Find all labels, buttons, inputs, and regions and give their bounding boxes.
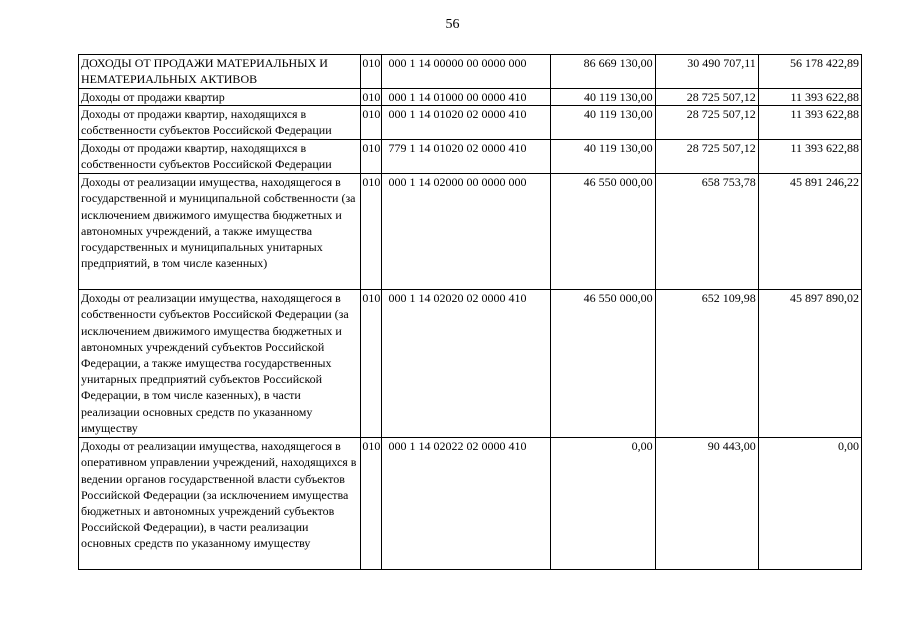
row-value-actual-cell: 90 443,00 [655, 438, 758, 570]
row-code-cell: 010 [361, 140, 382, 174]
row-name-cell: Доходы от продажи квартир, находящихся в собственности субъектов Российской Федерации [79, 106, 361, 140]
revenue-table [78, 54, 862, 570]
row-value-plan-cell: 46 550 000,00 [551, 174, 655, 290]
table-row [79, 290, 862, 438]
row-kbk-cell: 779 1 14 01020 02 0000 410 [382, 140, 551, 174]
row-value-remainder-cell: 56 178 422,89 [758, 55, 861, 89]
row-value-actual-cell: 652 109,98 [655, 290, 758, 438]
page-number: 56 [445, 17, 460, 32]
table-row [79, 89, 862, 106]
row-code-cell: 010 [361, 290, 382, 438]
row-value-remainder-cell: 45 897 890,02 [758, 290, 861, 438]
row-value-remainder-cell: 11 393 622,88 [758, 89, 861, 106]
row-kbk-cell: 000 1 14 01020 02 0000 410 [382, 106, 551, 140]
row-value-actual-cell: 28 725 507,12 [655, 89, 758, 106]
row-code-cell: 010 [361, 55, 382, 89]
row-kbk-cell: 000 1 14 02000 00 0000 000 [382, 174, 551, 290]
row-code-cell: 010 [362, 90, 381, 104]
row-value-plan-cell: 40 119 130,00 [551, 106, 655, 140]
row-kbk-cell: 000 1 14 02020 02 0000 410 [382, 290, 551, 438]
row-value-remainder-cell: 45 891 246,22 [758, 174, 861, 290]
row-value-plan-cell: 86 669 130,00 [551, 55, 655, 89]
row-kbk-cell: 000 1 14 02022 02 0000 410 [382, 438, 551, 570]
row-kbk-cell: 000 1 14 01000 00 0000 410 [382, 89, 551, 106]
row-value-plan-cell: 40 119 130,00 [551, 140, 655, 174]
table-row [79, 438, 862, 570]
row-value-plan-cell: 40 119 130,00 [551, 89, 655, 106]
table-row [79, 55, 862, 89]
row-name-cell: Доходы от продажи квартир, находящихся в собственности субъектов Российской Федерации [79, 140, 361, 174]
table-row [79, 140, 862, 174]
row-kbk-cell: 000 1 14 00000 00 0000 000 [382, 55, 551, 89]
row-code-cell: 010 [361, 106, 382, 140]
row-value-plan-cell: 0,00 [551, 438, 655, 570]
row-name-cell: ДОХОДЫ ОТ ПРОДАЖИ МАТЕРИАЛЬНЫХ И НЕМАТЕРИАЛЬНЫХ АКТИВОВ [79, 55, 361, 89]
row-value-actual-cell: 28 725 507,12 [655, 140, 758, 174]
row-name-cell: Доходы от реализации имущества, находящегося в оперативном управлении учреждений, находящихся в ведении органов государственной власти субъектов Российской Федерации (за исключением имущества бюджетных и автономных учреждений субъектов Российской Федерации), в части реализации основных средств по указанному имуществу [79, 438, 361, 570]
row-name-cell: Доходы от реализации имущества, находящегося в государственной и муниципальной собственности (за исключением движимого имущества бюджетных и автономных учреждений, а также имущества государственных и муниципальных унитарных предприятий, в том числе казенных) [79, 174, 361, 290]
row-code-cell: 010 [361, 174, 382, 290]
table-row [79, 174, 862, 290]
table-row [79, 106, 862, 140]
row-value-actual-cell: 28 725 507,12 [655, 106, 758, 140]
row-value-remainder-cell: 11 393 622,88 [758, 106, 861, 140]
row-code-cell: 010 [361, 438, 382, 570]
row-value-remainder-cell: 11 393 622,88 [758, 140, 861, 174]
row-value-plan-cell: 46 550 000,00 [551, 290, 655, 438]
row-name-cell: Доходы от реализации имущества, находящегося в собственности субъектов Российской Федерации (за исключением движимого имущества бюджетных и автономных учреждений субъектов Российской Федерации, а также имущества государственных унитарных предприятий субъектов Российской Федерации, в том числе казенных), в части реализации основных средств по указанному имуществу [79, 290, 361, 438]
row-value-actual-cell: 30 490 707,11 [655, 55, 758, 89]
row-name-cell: Доходы от продажи квартир [79, 89, 361, 106]
row-value-actual-cell: 658 753,78 [655, 174, 758, 290]
row-value-remainder-cell: 0,00 [758, 438, 861, 570]
